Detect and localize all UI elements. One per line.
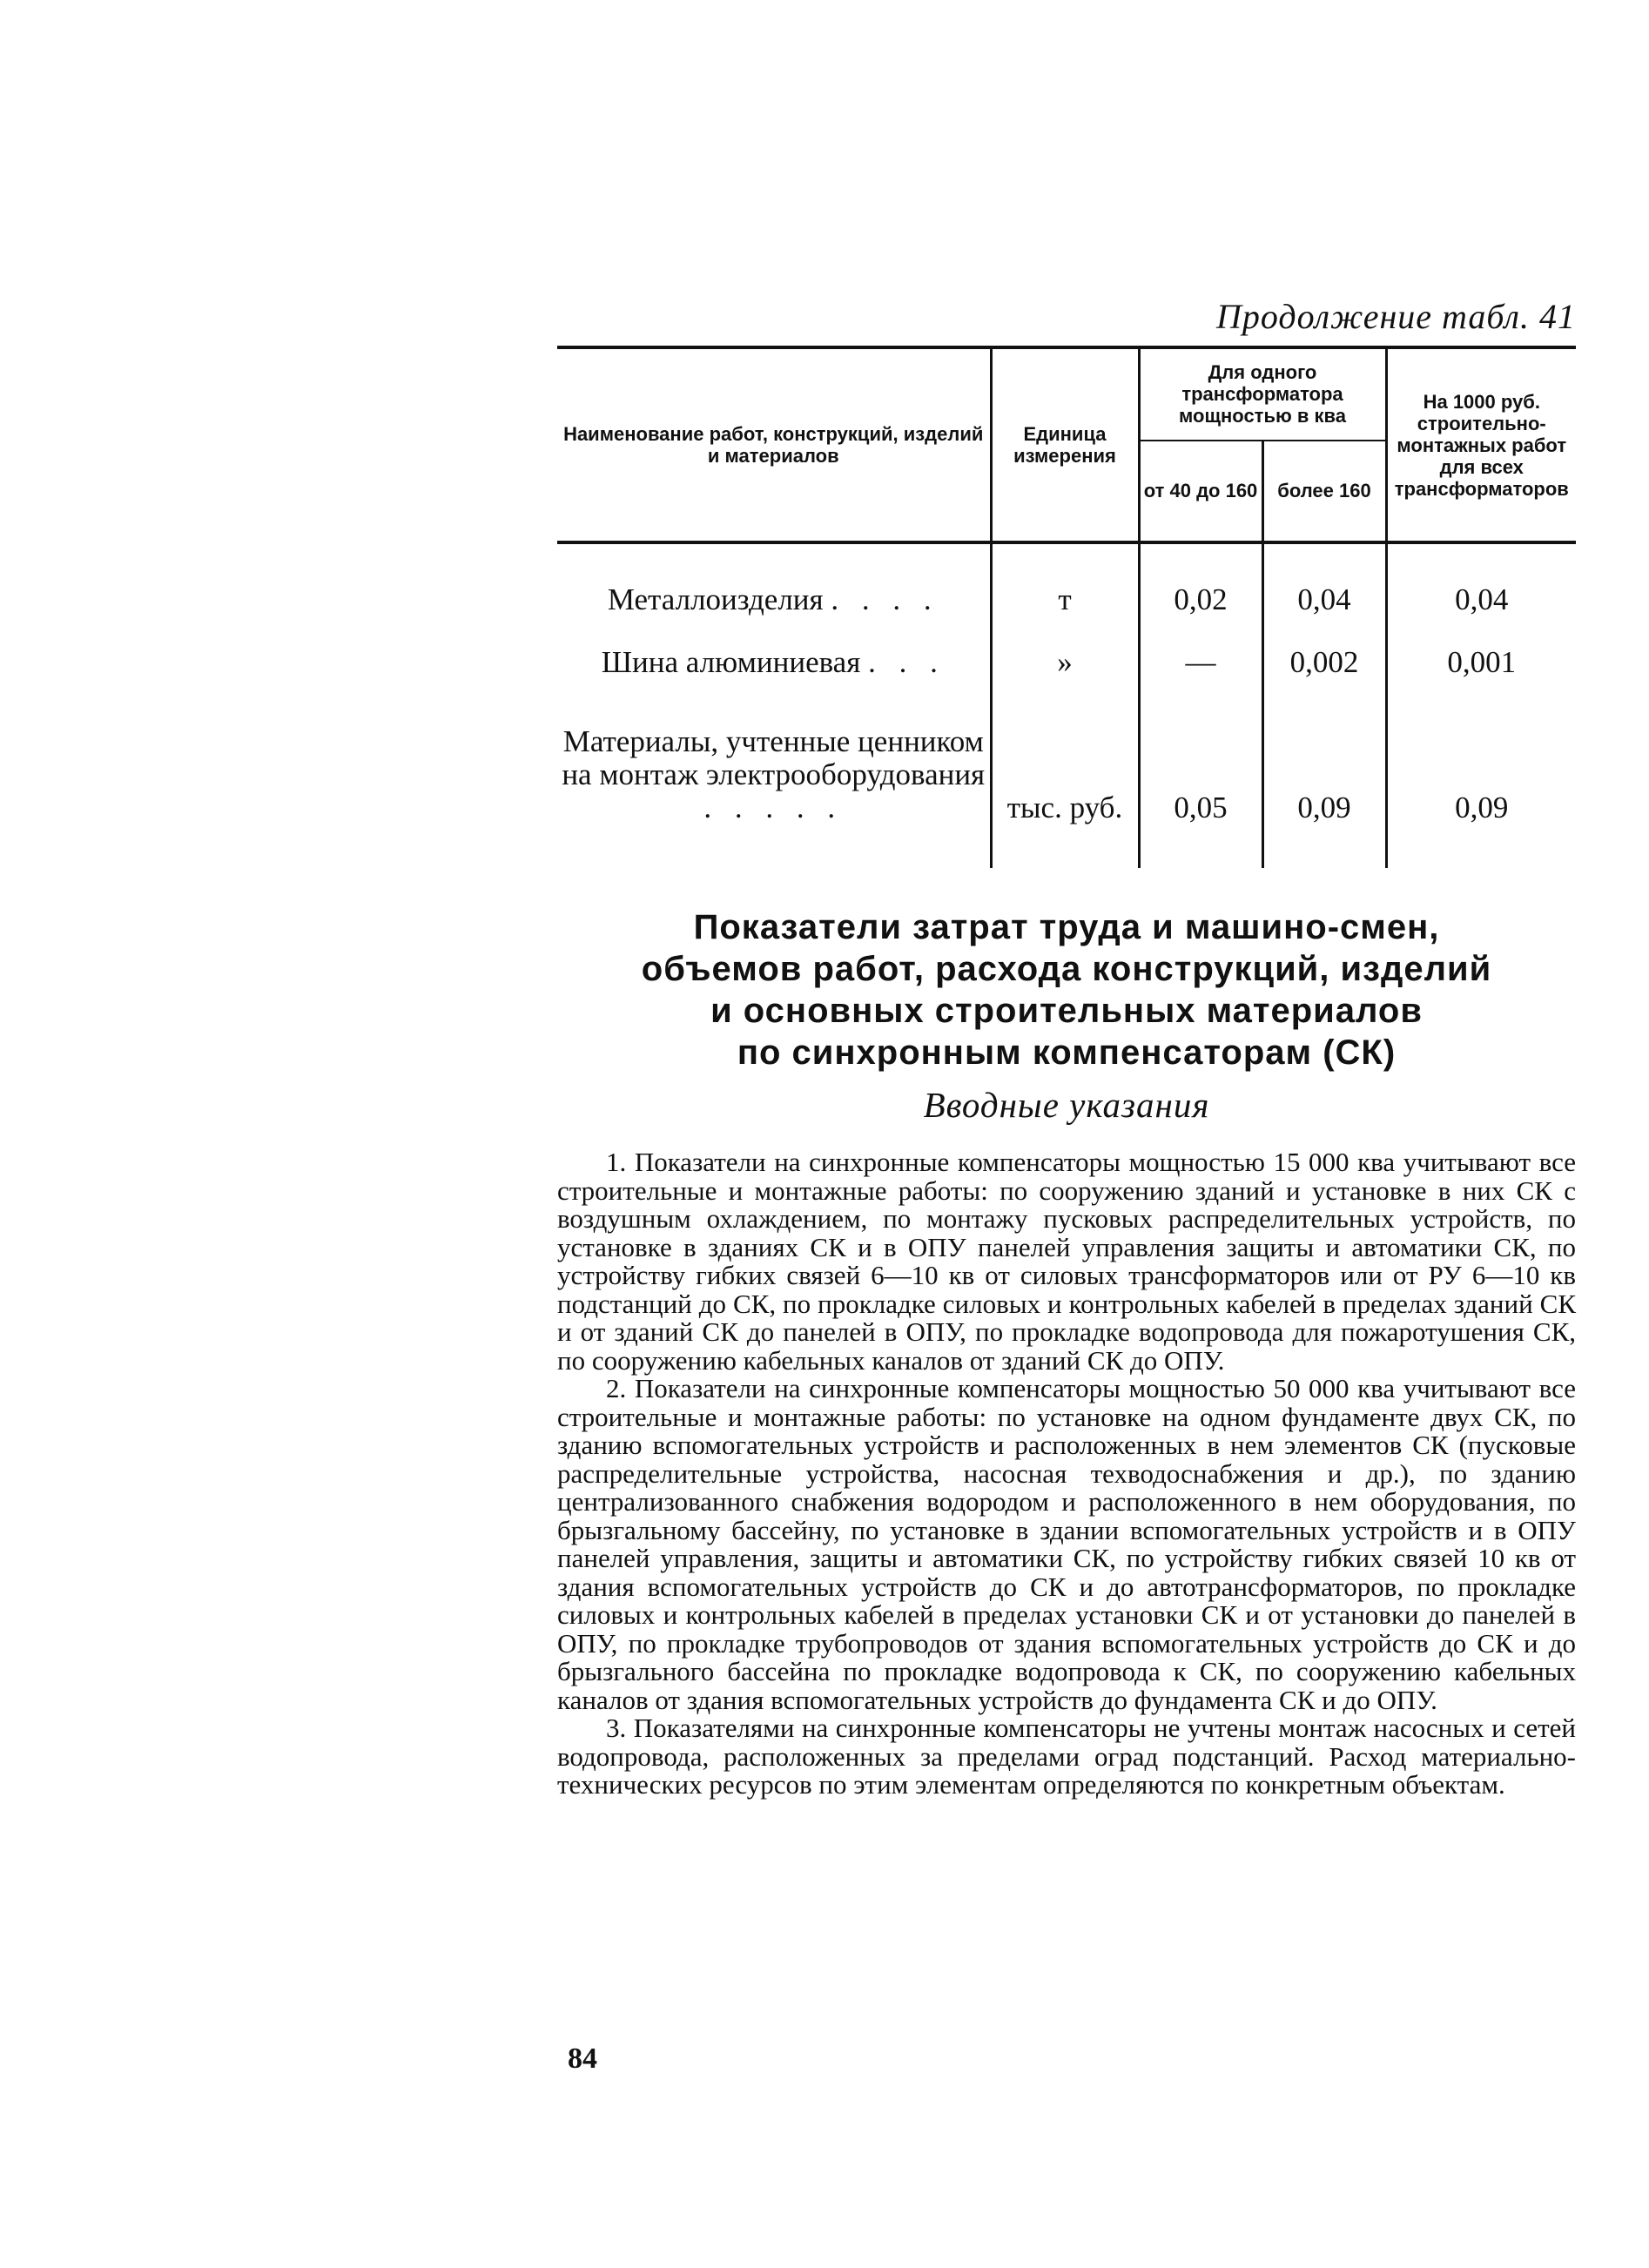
leader-dots: . . . . . [703,791,844,824]
row-unit: т [991,542,1139,631]
section-title-line: Показатели затрат труда и машино-смен, [693,908,1440,946]
section-title-line: и основных строительных материалов [710,992,1423,1030]
row-name: Шина алюминиевая [601,645,861,679]
paragraph-3: 3. Показателями на синхронные компенсаторы не учтены монтаж насосных и сетей водопровода, расположенных за пределами оград подстанций. Расход материально-технических ресурсов по этим элементам определяются по конкретным объектам. [557,1713,1576,1800]
intro-heading: Вводные указания [923,1085,1210,1125]
row-unit: тыс. руб. [991,694,1139,868]
header-unit: Единица измерения [991,347,1139,542]
row-name-cell [557,631,991,694]
table-continuation-label: Продолжение табл. 41 [1215,297,1576,336]
header-name: Наименование работ, конструкций, изделий и материалов [557,347,991,542]
row-value-above-160: 0,09 [1262,694,1386,868]
resource-table [557,346,1576,868]
table-row [557,631,1576,694]
row-value-above-160: 0,002 [1262,631,1386,694]
row-value-40-160: — [1139,631,1262,694]
row-value-above-160: 0,04 [1262,542,1386,631]
paragraph-2: 2. Показатели на синхронные компенсаторы мощностью 50 000 ква учитывают все строительные и монтажные работы: по установке на одном фундаменте двух СК, по зданию вспомогательных устройств и расположенных в нем элементов СК (пусковые распределительные устройства, насосная техводоснабжения и др.), по зданию централизованного снабжения водородом и расположенного в нем оборудования, по брызгальному бассейну, по установке в здании вспомогательных устройств и в ОПУ панелей управления, защиты и автоматики СК, по устройству гибких связей 10 кв от здания вспомогательных устройств до СК и до автотрансформаторов, по прокладке силовых и контрольных кабелей в пределах установки СК и от установки до панелей в ОПУ, по прокладке трубопроводов от здания вспомогательных устройств до СК и до брызгального бассейна по прокладке водопровода к СК, по сооружению кабельных каналов от здания вспомогательных устройств до фундамента СК и до ОПУ. [557,1373,1576,1715]
row-value-40-160: 0,02 [1139,542,1262,631]
header-above-160: более 160 [1262,441,1386,542]
header-range-40-160: от 40 до 160 [1139,441,1262,542]
section-title-line: объемов работ, расхода конструкций, изделий [641,950,1492,988]
row-name: Металлоизделия [607,582,824,616]
row-unit: » [991,631,1139,694]
row-name-cell [557,542,991,631]
row-value-per-1000: 0,001 [1386,631,1576,694]
row-name: Материалы, учтенные ценником на монтаж электрооборудования [562,724,986,791]
section-title [557,906,1576,1073]
section-title-line: по синхронным компенсаторам (СК) [737,1033,1397,1072]
table-row [557,694,1576,868]
row-value-40-160: 0,05 [1139,694,1262,868]
table-row [557,542,1576,631]
row-value-per-1000: 0,04 [1386,542,1576,631]
paragraph-1: 1. Показатели на синхронные компенсаторы мощностью 15 000 ква учитывают все строительные и монтажные работы: по сооружению зданий и установке в них СК с воздушным охлаждением, по монтажу пусковых распределительных устройств, по установке в зданиях СК и в ОПУ панелей управления защиты и автоматики СК, по устройству гибких связей 6—10 кв от силовых трансформаторов или от РУ 6—10 кв подстанций до СК, по прокладке силовых и контрольных кабелей в пределах зданий СК и от зданий СК до панелей в ОПУ, по прокладке водопровода для пожаротушения СК, по сооружению кабельных каналов от зданий СК до ОПУ. [557,1147,1576,1376]
row-value-per-1000: 0,09 [1386,694,1576,868]
row-name-cell [557,694,991,868]
header-per-transformer: Для одного трансформатора мощностью в ква [1139,347,1386,441]
page-number: 84 [568,2043,597,2075]
leader-dots: . . . . [831,582,939,616]
leader-dots: . . . [868,645,946,679]
header-per-1000: На 1000 руб. строительно-монтажных работ для всех трансформаторов [1386,347,1576,542]
page-content [557,296,1576,1800]
